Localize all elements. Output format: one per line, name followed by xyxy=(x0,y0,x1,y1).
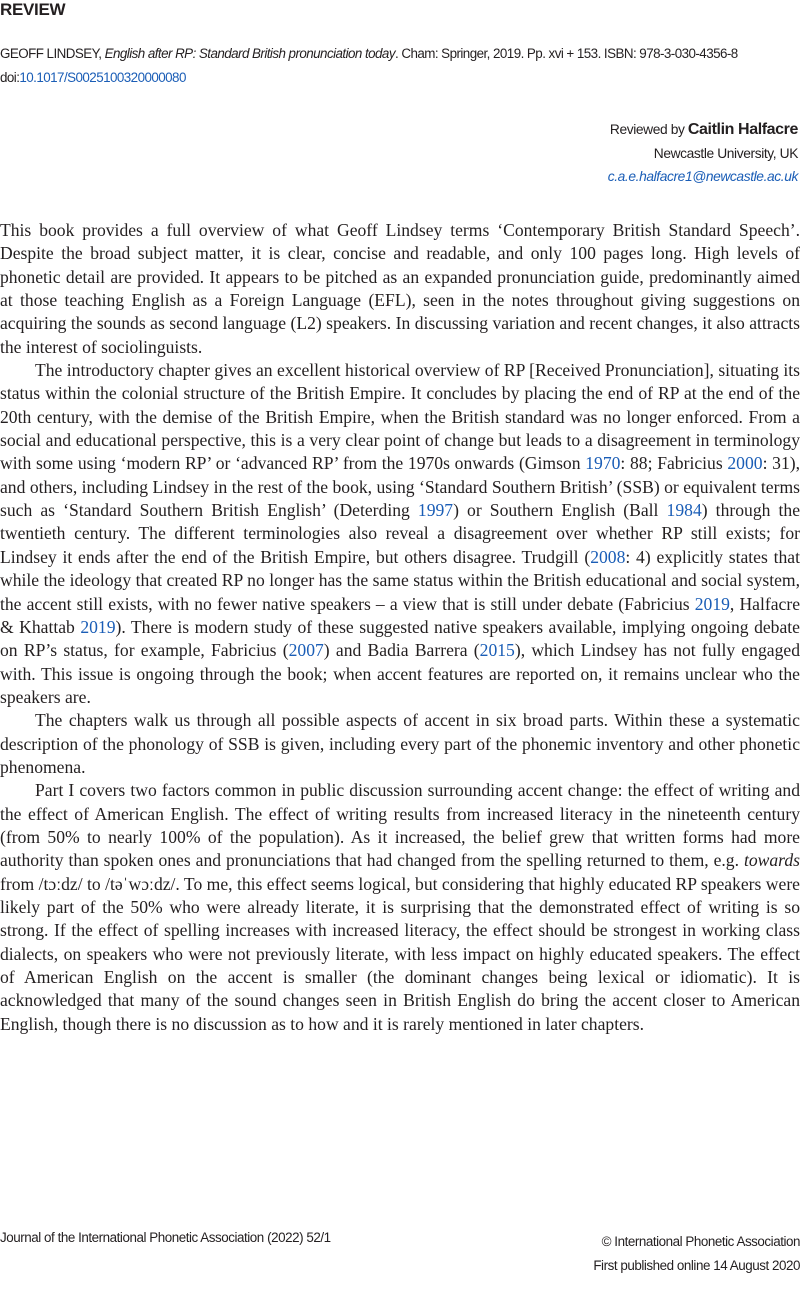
text-run: The chapters walk us through all possible aspects of accent in six broad parts. Within these a systematic description of the phonology of SSB is given, including every part of the phonemic inventory and other phonetic phenomena. xyxy=(0,710,800,777)
doi-link[interactable]: 10.1017/S0025100320000080 xyxy=(19,70,186,85)
doi-line xyxy=(0,66,800,90)
citation-details: . Cham: Springer, 2019. Pp. xvi + 153. ISBN: 978-3-030-4356-8 xyxy=(394,46,738,61)
body-paragraph xyxy=(0,219,800,359)
text-run: , Halfacre & Khattab xyxy=(0,593,800,637)
citation-year-link[interactable]: 2008 xyxy=(590,546,626,567)
text-run: ). There is modern study of these suggested native speakers available, implying ongoing debate on RP’s status, for example, Fabricius ( xyxy=(0,616,800,661)
doi-prefix: doi: xyxy=(0,70,20,85)
text-run: ) and Badia Barrera ( xyxy=(323,640,480,661)
text-run: : 4) explicitly states that while the ideology that created RP no longer has the same status within the British educational and social system, the accent still exists, with no fewer native speakers – a view that is still under debate (Fabricius xyxy=(0,546,800,614)
text-run: : 31), and others, including Lindsey in the rest of the book, using ‘Standard Southern British’ (SSB) or equivalent terms such as ‘Standard Southern British English’ (Deterding xyxy=(0,453,800,521)
copyright-notice: © International Phonetic Association xyxy=(601,1234,800,1249)
section-label: REVIEW xyxy=(0,0,66,19)
body-paragraph xyxy=(0,779,800,1036)
reviewer-block xyxy=(608,118,798,189)
book-title: English after RP: Standard British pronunciation today xyxy=(104,46,395,61)
text-run: This book provides a full overview of what Geoff Lindsey terms ‘Contemporary British Standard Speech’. Despite the broad subject matter, it is clear, concise and readable, and only 100 pages long. High levels of phonetic detail are provided. It appears to be pitched as an expanded pronunciation guide, predominantly aimed at those teaching English as a Foreign Language (EFL), seen in the notes throughout giving suggestions on acquiring the sounds as second language (L2) speakers. In discussing variation and recent changes, it also attracts the interest of sociolinguists. xyxy=(0,220,800,357)
body-paragraph xyxy=(0,359,800,709)
citation xyxy=(0,42,800,90)
text-run: ) through the twentieth century. The different terminologies also reveal a disagreement over whether RP still exists; for Lindsey it ends after the end of the British Empire, but others disagree. Trudgill ( xyxy=(0,500,800,567)
reviewer-affiliation: Newcastle University, UK xyxy=(653,145,798,161)
text-run: ), which Lindsey has not fully engaged with. This issue is ongoing through the book; when accent features are reported on, it remains unclear who the speakers are. xyxy=(0,640,800,707)
text-run: Part I covers two factors common in public discussion surrounding accent change: the effect of writing and the effect of American English. The effect of writing results from increased literacy in the nineteenth century (from 50% to nearly 100% of the population). As it increased, the belief grew that written forms had more authority than spoken ones and pronunciations that had changed from the spelling returned to them, e.g. xyxy=(0,780,800,871)
citation-year-link[interactable]: 1997 xyxy=(417,500,454,521)
citation-line xyxy=(0,42,800,66)
reviewer-name: Caitlin Halfacre xyxy=(687,121,798,138)
italic-term: towards xyxy=(743,850,800,871)
reviewer-email-link[interactable]: c.a.e.halfacre1@newcastle.ac.uk xyxy=(607,169,798,184)
review-body xyxy=(0,219,800,1036)
text-run: : 88; Fabricius xyxy=(620,453,728,474)
citation-year-link[interactable]: 2015 xyxy=(479,640,515,661)
text-run: from /tɔːdz/ to /təˈwɔːdz/. To me, this effect seems logical, but considering that highly educated RP speakers were likely part of the 50% who were already literate, it is surprising that the demonstrated effect of writing is so strong. If the effect of spelling increases with increased literacy, the effect should be strongest in working class dialects, on speakers who were not previously literate, with less impact on highly educated speakers. The effect of American English on the accent is smaller (the dominant changes being lexical or idiomatic). It is acknowledged that many of the sound changes seen in British English do bring the accent closer to American English, though there is no discussion as to how and it is rarely mentioned in later chapters. xyxy=(0,873,800,1034)
citation-year-link[interactable]: 2007 xyxy=(288,640,324,661)
journal-footer: Journal of the International Phonetic Association (2022) 52/1 xyxy=(0,1230,331,1245)
publication-footer xyxy=(593,1230,800,1278)
text-run: ) or Southern English (Ball xyxy=(453,500,667,521)
citation-author: GEOFF LINDSEY, xyxy=(0,46,105,61)
text-run: The introductory chapter gives an excellent historical overview of RP [Received Pronunciation], situating its status within the colonial structure of the British Empire. It concludes by placing the end of RP at the end of the 20th century, with the demise of the British Empire, when the British standard was no longer enforced. From a social and educational perspective, this is a very clear point of change but leads to a disagreement in terminology with some using ‘modern RP’ or ‘advanced RP’ from the 1970s onwards (Gimson xyxy=(0,360,800,474)
reviewed-by-label: Reviewed by xyxy=(609,122,688,137)
citation-year-link[interactable]: 2019 xyxy=(694,593,730,614)
body-paragraph xyxy=(0,709,800,779)
citation-year-link[interactable]: 1984 xyxy=(666,500,702,521)
citation-year-link[interactable]: 2000 xyxy=(727,453,763,474)
publication-date: First published online 14 August 2020 xyxy=(593,1258,800,1273)
citation-year-link[interactable]: 2019 xyxy=(80,616,116,637)
citation-year-link[interactable]: 1970 xyxy=(585,453,621,474)
reviewer-line xyxy=(608,118,798,142)
